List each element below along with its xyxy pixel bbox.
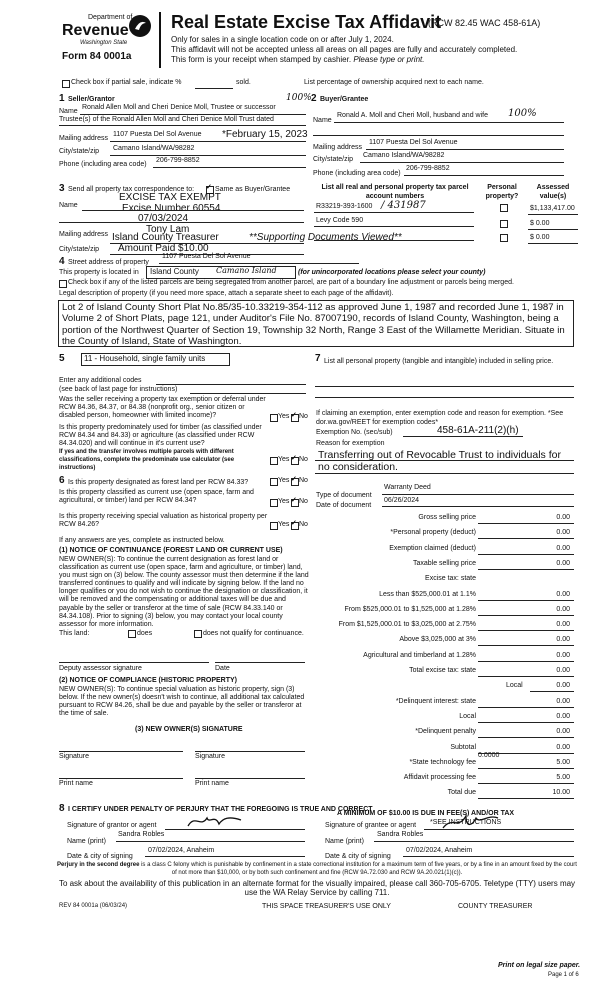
buyer-city-label: City/state/zip xyxy=(313,156,354,163)
legal-description[interactable]: Lot 2 of Island County Short Plat No.85/35-10.33219-354-112 as approved June 1, 1987 and recorded June 1, 1987 in Volume 2 of Short Plats, page 121, under Auditor's File No. 87007190, records of Island County, Washington, being a portion of the Northwest Quarter of Section 19, Township 32 North, Range 3 East of the Willamette Meridian. Situate in the County of Island, State of Washington. xyxy=(58,300,574,347)
buyer-phone-line xyxy=(404,175,564,176)
tax-row-value[interactable]: 0.00 xyxy=(556,514,570,521)
tax-row-line xyxy=(478,600,574,601)
partial-sale-checkbox[interactable] xyxy=(62,80,70,88)
seller-name-label: Name xyxy=(59,108,78,115)
legal-paper-note: Print on legal size paper. xyxy=(498,962,581,969)
header-divider xyxy=(159,12,161,68)
partial-sale-label: Check box if partial sale, indicate % xyxy=(71,79,182,86)
tax-row-label: Local xyxy=(506,682,523,690)
parcel-line-3 xyxy=(314,240,474,241)
section-4-number: 4 xyxy=(59,256,65,267)
deputy-label: Deputy assessor signature xyxy=(59,665,142,672)
tax-row-line xyxy=(478,615,574,616)
tax-row-line xyxy=(478,783,574,784)
grantee-date-line xyxy=(403,856,574,857)
additional-codes-label: Enter any additional codes xyxy=(59,377,142,384)
tax-row-line xyxy=(478,753,574,754)
new-owner-signature-label-1: Signature xyxy=(59,753,89,760)
reason-line-2 xyxy=(315,473,574,474)
tax-row-label: *Personal property (deduct) xyxy=(390,529,476,537)
section-2-number: 2 xyxy=(311,93,317,104)
tax-row-line xyxy=(478,768,574,769)
does-not-checkbox[interactable] xyxy=(194,630,202,638)
stamp-line-6: Amount Paid $10.00 xyxy=(118,243,209,254)
tax-row-label: Subtotal xyxy=(450,743,476,751)
grantee-name-line xyxy=(374,841,574,842)
assessed-line-1 xyxy=(528,214,578,215)
tax-row-value[interactable]: 5.00 xyxy=(556,758,570,766)
street-line xyxy=(159,263,359,264)
personal-property-checkbox-1[interactable] xyxy=(500,204,508,212)
doc-date-label: Date of document xyxy=(316,502,372,509)
notice-1-title: (1) NOTICE OF CONTINUANCE (FOREST LAND OR CURRENT USE) xyxy=(59,547,283,554)
section-6-number: 6 xyxy=(59,475,65,486)
correspondence-name-line xyxy=(82,210,304,211)
tax-row-label: *State technology fee xyxy=(409,758,476,766)
new-owner-print-label-1: Print name xyxy=(59,780,93,787)
supporting-docs-stamp: **Supporting Documents Viewed** xyxy=(249,232,402,243)
does-checkbox[interactable] xyxy=(128,630,136,638)
current-use-no-label: No xyxy=(299,498,308,505)
buyer-heading: Buyer/Grantee xyxy=(320,96,369,103)
grantor-name-label: Name (print) xyxy=(67,838,106,845)
notice-2-title: (2) NOTICE OF COMPLIANCE (HISTORIC PROPERTY) xyxy=(59,677,237,684)
q2-no-label: No xyxy=(299,456,308,463)
current-use-yes-checkbox[interactable] xyxy=(270,499,278,507)
seller-mailing-line xyxy=(110,141,306,142)
seller-city[interactable]: Camano Island/WA/98282 xyxy=(113,145,195,152)
forest-no-label: No xyxy=(299,477,308,484)
tax-row-label: Excise tax: state xyxy=(425,575,476,583)
grantee-name[interactable]: Sandra Robles xyxy=(377,831,424,838)
tax-row-line xyxy=(478,722,574,723)
buyer-phone[interactable]: 206-799-8852 xyxy=(406,165,450,172)
assessed-line-2 xyxy=(528,229,578,230)
assessed-value-1[interactable]: $1,133,417.00 xyxy=(530,205,575,212)
deputy-signature-line[interactable] xyxy=(59,662,209,663)
form-number: Form 84 0001a xyxy=(62,51,132,62)
q2-no-check-icon: ✓ xyxy=(291,455,297,462)
county-treasurer: COUNTY TREASURER xyxy=(458,903,533,910)
answer-note: If any answers are yes, complete as instructed below. xyxy=(59,537,225,544)
tax-row-label: Local xyxy=(459,712,476,720)
seller-date-stamp: *February 15, 2023 xyxy=(222,129,308,140)
stamp-line-3: 07/03/2024 xyxy=(138,213,189,224)
grantor-signature-label: Signature of grantor or agent xyxy=(67,822,157,829)
stamp-line-4: Tony Lam xyxy=(146,224,190,235)
buyer-name[interactable]: Ronald A. Moll and Cheri Moll, husband and wife xyxy=(337,112,488,119)
parcel-line-1 xyxy=(314,212,474,213)
correspondence-city-label: City/state/zip xyxy=(59,246,100,253)
buyer-name-line-2 xyxy=(313,135,564,136)
section-7-number: 7 xyxy=(315,353,321,364)
tax-row-value[interactable]: 0.00 xyxy=(556,605,570,613)
grantor-date[interactable]: 07/02/2024, Anaheim xyxy=(148,847,215,854)
current-use-no-check-icon: ✓ xyxy=(291,497,297,504)
stamp-line-5: Island County Treasurer xyxy=(112,232,219,243)
exemption-no-line xyxy=(403,436,523,437)
grantor-name[interactable]: Sandra Robles xyxy=(118,831,165,838)
tax-row-label: From $525,000.01 to $1,525,000 at 1.28% xyxy=(344,605,476,613)
street-label: Street address of property xyxy=(68,259,149,266)
rcw-reference: (RCW 82.45 WAC 458-61A) xyxy=(428,18,541,28)
historic-no-check-icon: ✓ xyxy=(291,520,297,527)
parcel-handwritten-1: / 431987 xyxy=(381,200,426,211)
assessed-value-heading: Assessed value(s) xyxy=(536,184,570,200)
see-instructions: *SEE INSTRUCTIONS xyxy=(430,819,502,826)
q2-yes-label: Yes xyxy=(278,456,290,463)
q1-no-label: No xyxy=(299,413,308,420)
perjury-text: is a class C felony which is punishable by confinement in a state correctional institution for a maximum term of five years, or by a fine in an amount fixed by the court of not more than $10,000, or by both such confinement and fine (RCW 9A.72.030 and RCW 9A.20.021(1)(c)). xyxy=(141,862,577,876)
doc-date[interactable]: 06/26/2024 xyxy=(384,497,420,504)
seller-mailing-label: Mailing address xyxy=(59,135,109,142)
revenue-logo-text: Revenue xyxy=(62,22,129,39)
parcel-line-2 xyxy=(314,226,474,227)
exemption-no-label: Exemption No. (sec/sub) xyxy=(316,429,393,436)
buyer-name-line xyxy=(334,122,564,123)
tax-row-label: *Delinquent penalty xyxy=(415,728,476,736)
seller-phone-label: Phone (including area code) xyxy=(59,161,147,168)
historic-no-label: No xyxy=(299,521,308,528)
treasurer-use-only: THIS SPACE TREASURER'S USE ONLY xyxy=(262,903,391,910)
grantee-signature-icon xyxy=(440,810,500,834)
page-number: Page 1 of 6 xyxy=(548,972,579,978)
correspondence-name-line-2 xyxy=(59,222,304,223)
seller-heading: Seller/Grantor xyxy=(68,96,115,103)
tax-row-line xyxy=(478,538,574,539)
exemption-note: If claiming an exemption, enter exemption code and reason for exemption. *See dor.wa.gov/REET for exemption codes* xyxy=(316,410,564,426)
assessed-line-3 xyxy=(528,243,578,244)
tax-row-value[interactable]: 0.00 xyxy=(556,682,570,690)
perjury-bold: Perjury in the second degree xyxy=(57,862,140,868)
buyer-city[interactable]: Camano Island/WA/98282 xyxy=(363,152,445,159)
section-5-q2: Is this property predominately used for timber (as classified under RCW 84.34 and 84.33) or agriculture (as classified under RCW 84.34.020) and will continue in it's current use? xyxy=(59,424,262,447)
partial-sale-line xyxy=(195,88,233,89)
new-owner-signature-label-2: Signature xyxy=(195,753,225,760)
street-address[interactable]: 1107 Puesta Del Sol Avenue xyxy=(162,253,251,260)
certify-heading: I CERTIFY UNDER PENALTY OF PERJURY THAT THE FOREGOING IS TRUE AND CORRECT xyxy=(68,806,373,813)
dept-label: Department of xyxy=(88,14,133,21)
section-5-q1: Was the seller receiving a property tax exemption or deferral under RCW 84.36, 84.37, or 84.38 (nonprofit org., senior citizen or disabled person, homeowner with limited income)? xyxy=(59,396,266,419)
parcel-number-1[interactable]: R33219-393-1600 xyxy=(316,203,373,210)
seller-name-line-2 xyxy=(59,125,306,126)
personal-property-checkbox-3[interactable] xyxy=(500,234,508,242)
tax-row-line xyxy=(478,798,574,799)
q1-yes-checkbox[interactable] xyxy=(270,414,278,422)
tax-row-label: Total due xyxy=(447,789,476,797)
forest-yes-checkbox[interactable] xyxy=(270,478,278,486)
q1-yes-label: Yes xyxy=(278,413,290,420)
personal-property-label: List all personal property (tangible and intangible) included in selling price. xyxy=(324,358,554,365)
personal-property-checkbox-2[interactable] xyxy=(500,220,508,228)
correspondence-heading: Send all property tax correspondence to: xyxy=(68,186,195,193)
seller-name[interactable]: Ronald Allen Moll and Cheri Denice Moll, Trustee or successor xyxy=(82,104,276,111)
revision-number: REV 84 0001a (06/03/24) xyxy=(59,903,128,909)
dor-logo-icon xyxy=(128,14,152,38)
doc-type-line xyxy=(382,494,574,495)
forest-yes-label: Yes xyxy=(278,477,290,484)
section-1-number: 1 xyxy=(59,93,65,104)
parcel-column-heading: List all real and personal property tax parcel account numbers xyxy=(321,184,469,200)
q1-no-check-icon: ✓ xyxy=(291,412,297,419)
tax-row-label: Affidavit processing fee xyxy=(403,774,476,782)
parcel-number-2[interactable]: Levy Code 590 xyxy=(316,217,364,224)
personal-property-line-2[interactable] xyxy=(315,397,574,398)
tax-row-value[interactable]: 10.00 xyxy=(552,789,570,797)
tax-row-value[interactable]: 0.00 xyxy=(556,728,570,736)
seller-phone[interactable]: 206-799-8852 xyxy=(156,157,200,164)
same-as-buyer-check-icon: ✓ xyxy=(206,184,212,191)
deputy-date-label: Date xyxy=(215,665,230,672)
deputy-date-line[interactable] xyxy=(215,662,305,663)
tax-row-line xyxy=(478,737,574,738)
accessibility-notice: To ask about the availability of this publication in an alternate format for the visually impaired, please call 360-705-6705. Teletype (TTY) users may use the WA Relay Service by calling 711. xyxy=(58,879,576,897)
local-rate[interactable]: 0.0000 xyxy=(478,752,500,759)
grantor-signature-line[interactable] xyxy=(165,829,305,830)
tax-row-value[interactable]: 0.00 xyxy=(556,743,570,751)
buyer-name-label: Name xyxy=(313,117,332,124)
additional-codes-line xyxy=(156,384,306,385)
new-owner-print-label-2: Print name xyxy=(195,780,229,787)
grantee-signature-line[interactable] xyxy=(424,829,574,830)
section-8-number: 8 xyxy=(59,803,65,814)
minimum-note: A MINIMUM OF $10.00 IS DUE IN FEE(S) AND/OR TAX xyxy=(337,810,515,817)
grantee-date[interactable]: 07/02/2024, Anaheim xyxy=(406,847,473,854)
grantor-date-label: Date & city of signing xyxy=(67,853,133,860)
reason-label: Reason for exemption xyxy=(316,440,385,447)
tax-row-line xyxy=(478,645,574,646)
partial-sale-suffix: sold. xyxy=(236,79,251,86)
correspondence-name-label: Name xyxy=(59,202,78,209)
correspondence-mailing-label: Mailing address xyxy=(59,231,109,238)
tax-row-value[interactable]: 0.00 xyxy=(556,529,570,537)
legal-description-label: Legal description of property (if you need more space, attach a separate sheet to each page of the affidavit). xyxy=(59,290,394,297)
additional-codes-line-2 xyxy=(190,393,306,394)
assessed-value-2[interactable]: $ 0.00 xyxy=(530,220,550,227)
notice-3-title: (3) NEW OWNER(S) SIGNATURE xyxy=(135,726,243,733)
buyer-mailing[interactable]: 1107 Puesta Del Sol Avenue xyxy=(369,139,458,146)
tax-row-line xyxy=(478,523,574,524)
historic-yes-label: Yes xyxy=(278,521,290,528)
tax-row-value[interactable]: 0.00 xyxy=(556,590,570,598)
grantee-signature-label: Signature of grantee or agent xyxy=(325,822,417,829)
tax-row-line xyxy=(478,554,574,555)
doc-date-line xyxy=(382,506,574,507)
grantor-name-line xyxy=(116,841,305,842)
doc-type[interactable]: Warranty Deed xyxy=(384,484,431,491)
county-handwritten: Camano Island xyxy=(216,266,277,275)
tax-row-value[interactable]: 0.00 xyxy=(556,544,570,552)
q2-yes-checkbox[interactable] xyxy=(270,457,278,465)
tax-row-label: Exemption claimed (deduct) xyxy=(389,544,476,552)
grantee-date-label: Date & city of signing xyxy=(325,853,391,860)
section-6-q3: Is this property receiving special valuation as historical property per RCW 84.26? xyxy=(59,513,268,528)
segregated-checkbox[interactable] xyxy=(59,280,67,288)
use-code-value: 11 - Household, single family units xyxy=(84,354,206,363)
stamp-line-1: EXCISE TAX EXEMPT xyxy=(119,192,221,203)
grantee-name-label: Name (print) xyxy=(325,838,364,845)
personal-property-heading: Personal property? xyxy=(485,184,519,200)
perjury-notice xyxy=(57,862,577,877)
personal-property-line-1[interactable] xyxy=(315,386,574,387)
doc-type-label: Type of document xyxy=(316,492,372,499)
historic-yes-checkbox[interactable] xyxy=(270,522,278,530)
state-label: Washington State xyxy=(80,40,128,46)
does-label: does xyxy=(137,630,153,637)
segregated-label: Check box if any of the listed parcels are being segregated from another parcel, are part of a boundary line adjustment or parcels being merged. xyxy=(68,279,514,286)
tax-row-line xyxy=(478,661,574,662)
tax-row-label: Agricultural and timberland at 1.28% xyxy=(363,651,476,659)
tax-row-line xyxy=(478,630,574,631)
seller-phone-line xyxy=(153,167,306,168)
notice-2-body: NEW OWNER(S): To continue special valuation as historic property, sign (3) below. If the new owner(s) doesn't wish to continue, all additional tax calculated pursuant to RCW 84.26, shall be due and payable by the seller or transferor at the time of sale. xyxy=(59,686,305,718)
located-label: This property is located in xyxy=(59,269,139,276)
tax-row-label: From $1,525,000.01 to $3,025,000 at 2.75% xyxy=(338,621,476,629)
new-owner-signature-line-2[interactable] xyxy=(195,751,305,752)
seller-mailing[interactable]: 1107 Puesta Del Sol Avenue xyxy=(113,131,202,138)
tax-row-label: Above $3,025,000 at 3% xyxy=(399,636,476,644)
does-not-label: does not qualify for continuance. xyxy=(203,630,304,637)
section-3-number: 3 xyxy=(59,183,65,194)
current-use-yes-label: Yes xyxy=(278,498,290,505)
seller-name-line xyxy=(80,114,306,115)
new-owner-print-line-2[interactable] xyxy=(195,778,305,779)
buyer-city-line xyxy=(360,162,564,163)
tax-row-value[interactable]: 0.00 xyxy=(556,667,570,674)
same-as-buyer-label: Same as Buyer/Grantee xyxy=(215,186,291,193)
seller-city-line xyxy=(110,155,306,156)
seller-city-label: City/state/zip xyxy=(59,148,100,155)
new-owner-signature-line-1[interactable] xyxy=(59,751,183,752)
tax-row-line xyxy=(478,707,574,708)
tax-row-value[interactable]: 0.00 xyxy=(556,651,570,659)
tax-row-label: Total excise tax: state xyxy=(409,667,476,674)
tax-row-label: Gross selling price xyxy=(418,514,476,521)
reason-line-1 xyxy=(315,460,574,461)
tax-row-label: *Delinquent interest: state xyxy=(395,697,476,705)
exemption-no[interactable]: 458-61A-211(2)(h) xyxy=(437,425,519,436)
buyer-mailing-label: Mailing address xyxy=(313,144,363,151)
notice-1-body: NEW OWNER(S): To continue the current designation as forest land or classification as current use (open space, farm and agriculture, or timber) land, you must sign on (3) below. The county assessor must then determine if the land transferred continues to qualify and will indicate by signing below. If the land no longer qualifies or you do not wish to continue the designation or classification, it will be removed and the compensating or additional taxes will be due and payable by the seller or transferor at the time of sale (RCW 84.33.140 or 84.34.108). Prior to signing (3) below, you may contact your local county assessor for more information. xyxy=(59,556,309,628)
forest-no-check-icon: ✓ xyxy=(291,476,297,483)
ownership-note: List percentage of ownership acquired next to each name. xyxy=(304,79,484,86)
seller-handwritten-pct: 100% xyxy=(286,93,312,103)
section-6-q1: Is this property designated as forest land per RCW 84.33? xyxy=(68,479,249,486)
buyer-handwritten-pct: 100% xyxy=(508,108,537,119)
assessed-value-3[interactable]: $ 0.00 xyxy=(530,234,550,241)
tax-row-value[interactable]: 0.00 xyxy=(556,559,570,567)
stamp-line-2: Excise Number 60554 xyxy=(122,203,221,214)
tax-row-label: Taxable selling price xyxy=(412,559,476,567)
seller-name-2[interactable]: Trustee(s) of the Ronald Allen Moll and Cheri Denice Moll Trust dated xyxy=(59,116,274,123)
exemption-reason[interactable]: Transferring out of Revocable Trust to individuals for no consideration. xyxy=(318,449,561,473)
additional-codes-note: (see back of last page for instructions) xyxy=(59,386,178,393)
section-6-q2: Is this property classified as current use (open space, farm and agricultural, or timber) land per RCW 84.34? xyxy=(59,489,254,504)
tax-row-value[interactable]: 5.00 xyxy=(556,774,570,782)
section-5-q2-bold: If yes and the transfer involves multiple parcels with different classifications, complete the predominate use calculator (see instructions) xyxy=(59,449,235,471)
this-land-label: This land: xyxy=(59,630,90,637)
tax-row-value[interactable]: 0.00 xyxy=(556,712,570,720)
buyer-mailing-line xyxy=(366,149,564,150)
header-line-1: Only for sales in a single location code on or after July 1, 2024. xyxy=(171,35,394,44)
tax-row-value[interactable]: 0.00 xyxy=(556,621,570,629)
county-value: Island County xyxy=(150,267,199,276)
tax-row-label: Less than $525,000.01 at 1.1% xyxy=(379,590,476,598)
page-title: Real Estate Excise Tax Affidavit xyxy=(171,12,442,32)
header-line-3-italic: Please type or print. xyxy=(353,55,425,64)
tax-row-value[interactable]: 0.00 xyxy=(556,697,570,705)
tax-row-line xyxy=(478,676,574,677)
new-owner-print-line-1[interactable] xyxy=(59,778,183,779)
section-5-number: 5 xyxy=(59,353,65,364)
tax-row-line xyxy=(530,691,574,692)
header-line-3-text: This form is your receipt when stamped by cashier. xyxy=(171,55,352,64)
unincorporated-note: (for unincorporated locations please select your county) xyxy=(298,269,486,276)
buyer-phone-label: Phone (including area code) xyxy=(313,170,401,177)
tax-row-line xyxy=(478,569,574,570)
grantor-date-line xyxy=(145,856,305,857)
header-line-2: This affidavit will not be accepted unless all areas on all pages are fully and accurately completed. xyxy=(171,45,518,54)
tax-row-value[interactable]: 0.00 xyxy=(556,636,570,644)
header-line-3 xyxy=(171,55,424,64)
